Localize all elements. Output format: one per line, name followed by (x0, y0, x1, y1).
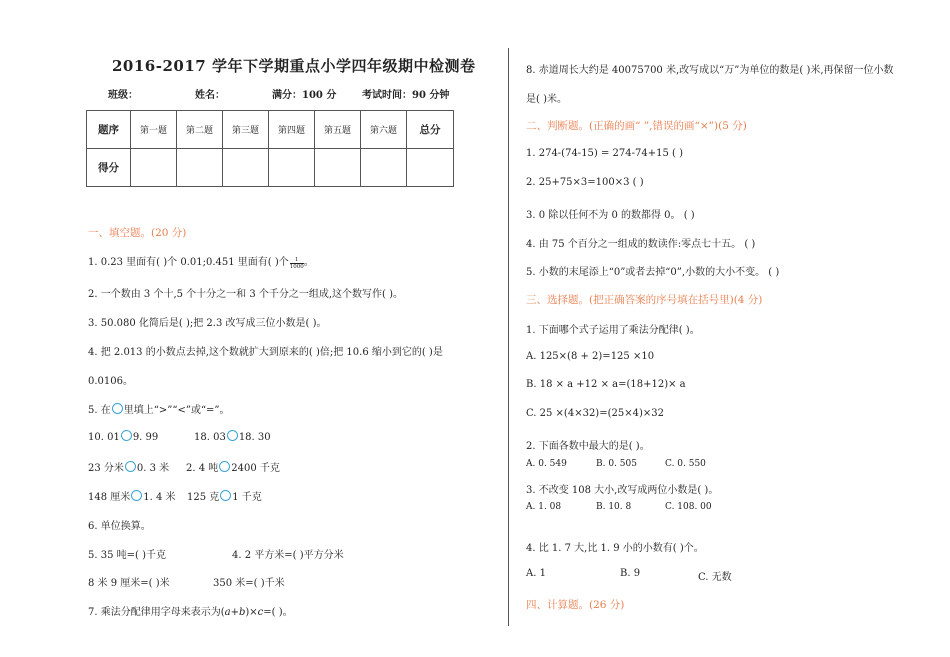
conversion-1b: 4. 2 平方米=( )平方分米 (232, 550, 344, 561)
table-header-cell: 总分 (407, 111, 454, 149)
compare-row-2a (88, 459, 169, 474)
question-text: =( )。 (263, 607, 293, 618)
conversion-1a: 5. 35 吨=( )千克 (88, 550, 166, 561)
compare-right: 18. 30 (238, 432, 271, 443)
table-header-cell: 第三题 (223, 111, 269, 149)
exam-time: 考试时间：90 分钟 (362, 90, 450, 101)
choice-3-option-a: A. 1. 08 (526, 502, 562, 512)
circle-icon (112, 403, 123, 414)
compare-circle-input[interactable] (125, 461, 136, 472)
question-text: 里填上“>”“<”或“=”。 (123, 405, 230, 416)
section-fill-in: 一、填空题。(20 分) (88, 227, 187, 239)
compare-circle-input[interactable] (227, 430, 238, 441)
compare-left: 18. 03 (194, 432, 226, 443)
score-cell[interactable] (315, 149, 361, 187)
compare-left: 10. 01 (88, 432, 120, 443)
fraction (290, 257, 304, 270)
table-header-cell: 第二题 (177, 111, 223, 149)
section-multiple-choice: 三、选择题。(把正确答案的序号填在括号里)(4 分) (526, 294, 763, 306)
question-3: 3. 50.080 化简后是( );把 2.3 改写成三位小数是( )。 (88, 318, 327, 329)
question-5 (88, 401, 230, 416)
conversion-2a: 8 米 9 厘米=( )米 (88, 578, 170, 589)
compare-circle-input[interactable] (220, 490, 231, 501)
question-2: 2. 一个数由 3 个十,5 个十分之一和 3 个千分之一组成,这个数写作( )。 (88, 289, 404, 300)
score-table-header-row (87, 111, 454, 149)
choice-1-option-a: A. 125×(8 + 2)=125 ×10 (526, 351, 655, 362)
judge-2: 2. 25+75×3=100×3 ( ) (526, 177, 644, 188)
fraction-numerator: 1 (290, 257, 304, 264)
score-cell[interactable] (407, 149, 454, 187)
full-score: 满分：100 分 (272, 90, 337, 101)
judge-3: 3. 0 除以任何不为 0 的数都得 0。 ( ) (526, 210, 695, 221)
score-cell[interactable] (177, 149, 223, 187)
question-text: 5. 在 (88, 405, 111, 416)
choice-1-option-b: B. 18 × a +12 × a=(18+12)× a (526, 379, 686, 390)
compare-right: 1. 4 米 (143, 492, 176, 503)
formula-variable: c (257, 607, 264, 618)
section-calculation: 四、计算题。(26 分) (526, 599, 625, 611)
score-table (86, 110, 454, 187)
choice-3: 3. 不改变 108 大小,改写成两位小数是( )。 (526, 485, 719, 496)
judge-1: 1. 274-(74-15) = 274-74+15 ( ) (526, 148, 684, 159)
compare-row-1a (88, 430, 158, 443)
compare-right: 0. 3 米 (136, 463, 170, 474)
compare-circle-input[interactable] (219, 461, 230, 472)
score-cell[interactable] (223, 149, 269, 187)
score-cell[interactable] (269, 149, 315, 187)
question-7 (88, 603, 293, 618)
section-true-false: 二、判断题。(正确的画“ ”,错误的画“×”)(5 分) (526, 120, 747, 132)
page-title: 2016-2017 学年下学期重点小学四年级期中检测卷 (112, 57, 476, 75)
choice-2-option-c: C. 0. 550 (665, 459, 706, 469)
table-header-cell: 第一题 (131, 111, 177, 149)
question-4-line-2: 0.0106。 (88, 376, 133, 387)
question-text: 1. 0.23 里面有( )个 0.01;0.451 里面有( )个 (88, 257, 289, 268)
choice-2-option-a: A. 0. 549 (526, 459, 567, 469)
question-8-line-2: 是( )米。 (526, 94, 567, 105)
table-header-cell: 题序 (87, 111, 131, 149)
judge-4: 4. 由 75 个百分之一组成的数读作:零点七十五。 ( ) (526, 239, 756, 250)
fraction-denominator: 1000 (289, 264, 304, 270)
formula-variable: a+b (224, 607, 246, 618)
choice-3-option-b: B. 10. 8 (596, 502, 632, 512)
choice-1: 1. 下面哪个式子运用了乘法分配律( )。 (526, 325, 700, 336)
question-text: )× (245, 607, 258, 618)
conversion-2b: 350 米=( )千米 (213, 578, 285, 589)
question-8-line-1: 8. 赤道周长大约是 40075700 米,改写成以“万”为单位的数是( )米,再保留一位小数 (526, 65, 894, 76)
compare-right: 1 千克 (232, 492, 262, 503)
question-4-line-1: 4. 把 2.013 的小数点去掉,这个数就扩大到原来的( )倍;把 10.6 缩小到它的( )是 (88, 347, 443, 358)
table-header-cell: 第五题 (315, 111, 361, 149)
compare-left: 125 克 (187, 492, 220, 503)
column-divider (508, 48, 509, 626)
choice-1-option-c: C. 25 ×(4×32)=(25×4)×32 (526, 408, 664, 419)
class-label: 班级： (108, 90, 138, 101)
question-6: 6. 单位换算。 (88, 521, 151, 532)
table-header-cell: 第四题 (269, 111, 315, 149)
compare-right: 2400 千克 (231, 463, 280, 474)
score-cell[interactable] (361, 149, 407, 187)
question-text: 7. 乘法分配律用字母来表示为( (88, 607, 225, 618)
judge-5: 5. 小数的末尾添上“0”或者去掉“0”,小数的大小不变。 ( ) (526, 267, 780, 278)
choice-4: 4. 比 1. 7 大,比 1. 9 小的小数有( )个。 (526, 543, 704, 554)
compare-row-3a (88, 488, 176, 503)
choice-3-option-c: C. 108. 00 (665, 502, 712, 512)
compare-row-3b (187, 488, 262, 503)
name-label: 姓名： (195, 90, 225, 101)
compare-left: 23 分米 (88, 463, 124, 474)
compare-circle-input[interactable] (131, 490, 142, 501)
choice-4-option-c: C. 无数 (698, 572, 732, 583)
compare-left: 148 厘米 (88, 492, 131, 503)
table-row-label: 得分 (87, 149, 131, 187)
question-text-end: 。 (303, 257, 314, 268)
compare-row-1b (194, 430, 271, 443)
score-table-score-row (87, 149, 454, 187)
question-1 (88, 253, 314, 270)
choice-4-option-b: B. 9 (620, 568, 641, 579)
table-header-cell: 第六题 (361, 111, 407, 149)
compare-circle-input[interactable] (121, 430, 132, 441)
score-cell[interactable] (131, 149, 177, 187)
choice-4-option-a: A. 1 (526, 568, 546, 579)
choice-2-option-b: B. 0. 505 (596, 459, 637, 469)
compare-right: 9. 99 (132, 432, 159, 443)
choice-2: 2. 下面各数中最大的是( )。 (526, 441, 650, 452)
compare-left: 2. 4 吨 (186, 463, 219, 474)
compare-row-2b (186, 459, 280, 474)
